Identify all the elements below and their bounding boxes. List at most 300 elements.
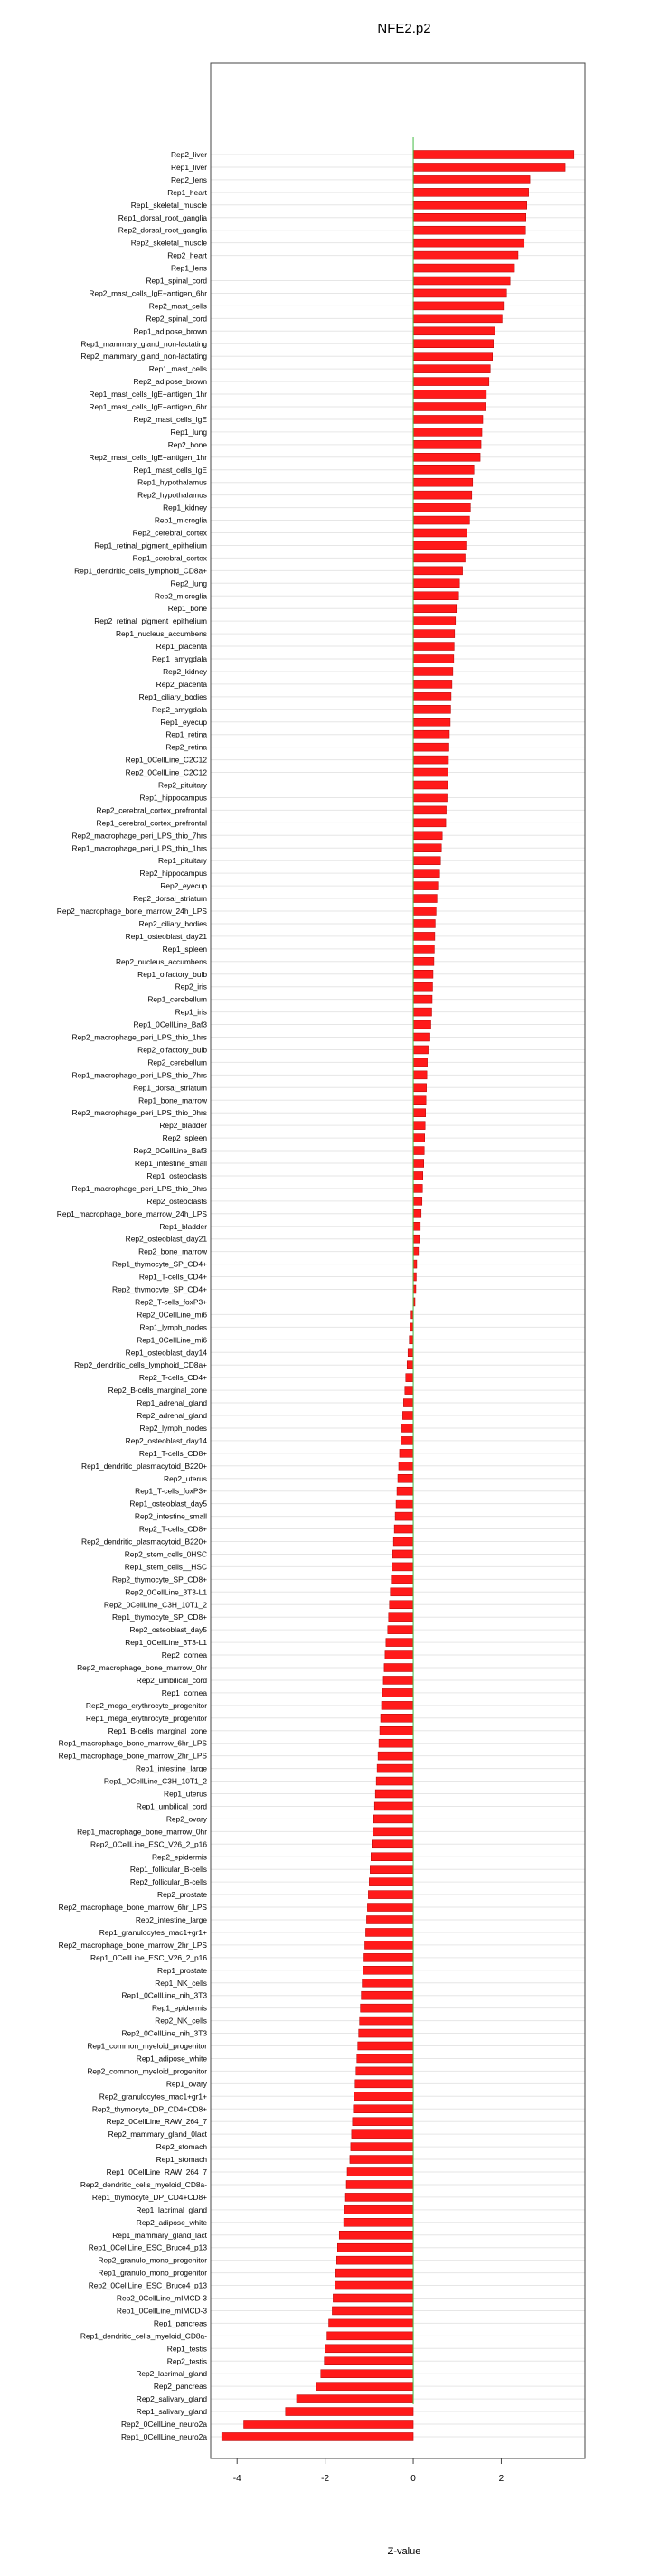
category-label: Rep2_thymocyte_SP_CD4+	[112, 1284, 207, 1294]
category-label: Rep2_macrophage_bone_marrow_0hr	[77, 1663, 207, 1672]
bar	[406, 1374, 413, 1382]
category-labels	[57, 150, 208, 2441]
category-label: Rep2_bladder	[159, 1121, 207, 1131]
category-label: Rep2_pituitary	[157, 780, 207, 790]
bar	[329, 2319, 414, 2327]
bar	[373, 1815, 413, 1823]
bar	[413, 226, 525, 234]
bar	[413, 453, 480, 461]
bar	[413, 1122, 425, 1130]
category-label: Rep2_amygdala	[152, 704, 207, 714]
category-label: Rep1_intestine_small	[134, 1159, 207, 1168]
category-label: Rep1_skeletal_muscle	[130, 200, 207, 210]
category-label: Rep1_amygdala	[152, 654, 207, 663]
category-label: Rep1_dendritic_plasmacytoid_B220+	[81, 1461, 207, 1471]
category-label: Rep2_0CellLine_C2C12	[125, 767, 207, 777]
category-label: Rep1_thymocyte_SP_CD8+	[112, 1612, 207, 1622]
bar	[401, 1424, 413, 1432]
bar	[413, 945, 434, 953]
bar	[375, 1790, 413, 1798]
bar	[397, 1487, 413, 1495]
x-tick-label: -2	[321, 2474, 330, 2484]
category-label: Rep1_macrophage_peri_LPS_thio_7hrs	[71, 1070, 207, 1080]
bar	[413, 340, 494, 348]
category-label: Rep1_cerebral_cortex_prefrontal	[96, 818, 207, 828]
category-label: Rep1_lung	[170, 427, 207, 437]
bar	[408, 1349, 413, 1357]
category-label: Rep1_lacrimal_gland	[136, 2205, 207, 2214]
category-label: Rep1_0CellLine_ESC_Bruce4_p13	[88, 2242, 207, 2252]
category-label: Rep2_mammary_gland_0lact	[108, 2129, 207, 2139]
category-label: Rep1_macrophage_peri_LPS_thio_1hrs	[71, 843, 207, 853]
category-label: Rep1_NK_cells	[155, 1978, 207, 1988]
bar	[413, 302, 504, 310]
category-label: Rep1_cerebral_cortex	[132, 553, 207, 563]
category-label: Rep1_salivary_gland	[136, 2407, 207, 2417]
bar	[413, 264, 514, 272]
category-label: Rep2_0CellLine_C3H_10T1_2	[103, 1600, 207, 1610]
category-label: Rep2_adipose_brown	[133, 377, 207, 387]
category-label: Rep2_adrenal_gland	[137, 1411, 207, 1420]
bar	[413, 1171, 423, 1180]
category-label: Rep2_NK_cells	[155, 2016, 207, 2026]
category-label: Rep1_prostate	[157, 1965, 207, 1975]
category-label: Rep2_cerebral_cortex	[132, 528, 207, 538]
bar	[413, 844, 441, 852]
category-label: Rep2_eyecup	[160, 881, 207, 891]
bar	[413, 567, 463, 575]
category-label: Rep1_lens	[170, 263, 207, 273]
category-label: Rep2_ovary	[165, 1814, 207, 1824]
bar	[391, 1588, 413, 1596]
bar	[413, 1273, 416, 1281]
category-label: Rep1_epidermis	[152, 2003, 207, 2013]
category-label: Rep1_bone_marrow	[138, 1095, 207, 1105]
x-axis-title: Z-value	[387, 2546, 421, 2557]
category-label: Rep2_dendritic_cells_lymphoid_CD8a+	[74, 1360, 207, 1370]
bar	[413, 1247, 419, 1255]
category-label: Rep1_granulo_mono_progenitor	[98, 2268, 207, 2278]
bar	[333, 2294, 413, 2302]
category-label: Rep1_mast_cells_IgE+antigen_6hr	[89, 402, 207, 411]
bar	[326, 2345, 413, 2353]
category-label: Rep2_thymocyte_DP_CD4+CD8+	[91, 2104, 207, 2114]
category-label: Rep1_mammary_gland_non-lactating	[80, 339, 207, 349]
category-label: Rep1_olfactory_bulb	[137, 969, 207, 979]
bar	[392, 1563, 413, 1571]
category-label: Rep2_thymocyte_SP_CD8+	[112, 1575, 207, 1584]
category-label: Rep1_osteoclasts	[146, 1170, 207, 1180]
category-label: Rep2_testis	[166, 2356, 207, 2366]
x-tick-label: 2	[498, 2474, 505, 2484]
category-label: Rep2_macrophage_peri_LPS_thio_0hrs	[71, 1108, 207, 1118]
bar	[394, 1525, 413, 1533]
bar	[413, 541, 466, 550]
category-label: Rep1_umbilical_cord	[136, 1801, 207, 1811]
bar	[393, 1537, 413, 1546]
bar	[382, 1701, 413, 1709]
category-label: Rep1_spleen	[162, 944, 207, 954]
category-label: Rep1_0CellLine_nih_3T3	[121, 1990, 207, 2000]
x-tick-label: -4	[232, 2474, 241, 2484]
bar	[413, 870, 439, 878]
category-label: Rep1_kidney	[163, 503, 207, 512]
bar	[413, 718, 450, 726]
bar	[413, 428, 482, 436]
bar	[413, 554, 465, 562]
bar	[395, 1512, 413, 1520]
category-label: Rep2_spinal_cord	[146, 314, 207, 324]
category-label: Rep2_liver	[170, 150, 207, 159]
bar	[354, 2092, 413, 2101]
bar	[413, 1071, 427, 1079]
bar	[389, 1613, 413, 1622]
bar	[413, 819, 446, 827]
bar	[413, 743, 448, 751]
category-label: Rep1_microglia	[154, 515, 207, 525]
category-label: Rep2_0CellLine_neuro2a	[121, 2420, 207, 2429]
category-label: Rep2_cornea	[161, 1650, 207, 1660]
x-axis-ticks	[233, 2458, 505, 2484]
bar	[413, 1008, 431, 1016]
bar	[413, 1046, 429, 1054]
category-label: Rep1_osteoblast_day14	[125, 1348, 207, 1358]
bar	[413, 995, 432, 1003]
bar	[413, 1197, 422, 1205]
category-label: Rep2_nucleus_accumbens	[115, 956, 207, 966]
category-label: Rep2_retinal_pigment_epithelium	[94, 616, 207, 626]
bar	[413, 188, 529, 196]
bar	[359, 2029, 413, 2037]
bar	[410, 1323, 413, 1331]
category-label: Rep2_B-cells_marginal_zone	[108, 1386, 207, 1396]
bar	[413, 213, 526, 221]
category-label: Rep2_0CellLine_Baf3	[133, 1146, 207, 1156]
bar	[335, 2269, 413, 2277]
category-label: Rep1_eyecup	[160, 717, 207, 727]
category-label: Rep2_T-cells_CD8+	[138, 1524, 207, 1534]
bar	[413, 251, 518, 259]
bar	[321, 2370, 413, 2378]
bar	[353, 2118, 413, 2126]
category-label: Rep2_heart	[167, 250, 207, 260]
bar	[402, 1412, 413, 1420]
bar	[413, 1096, 426, 1105]
category-label: Rep1_ciliary_bodies	[138, 691, 207, 701]
category-label: Rep1_cornea	[161, 1688, 207, 1697]
bar	[413, 832, 442, 840]
category-label: Rep1_T-cells_CD8+	[138, 1448, 207, 1458]
category-label: Rep1_hippocampus	[139, 793, 207, 803]
bar	[368, 1891, 413, 1899]
category-label: Rep1_adipose_brown	[133, 326, 207, 336]
bar	[357, 2054, 413, 2063]
category-label: Rep1_macrophage_bone_marrow_6hr_LPS	[58, 1738, 207, 1748]
category-label: Rep1_0CellLine_Baf3	[133, 1020, 207, 1029]
category-label: Rep2_0CellLine_RAW_264_7	[106, 2117, 207, 2127]
category-label: Rep1_macrophage_peri_LPS_thio_0hrs	[71, 1183, 207, 1193]
category-label: Rep1_intestine_large	[135, 1763, 207, 1773]
bar	[413, 643, 454, 651]
bar	[413, 1020, 430, 1029]
bar	[366, 1916, 413, 1924]
bar	[413, 390, 486, 399]
category-label: Rep2_macrophage_peri_LPS_thio_7hrs	[71, 831, 207, 841]
bar	[413, 1235, 420, 1243]
bar	[401, 1436, 413, 1444]
bar	[413, 882, 438, 890]
bar	[413, 730, 449, 738]
x-tick-label: 0	[410, 2474, 416, 2484]
category-label: Rep1_retinal_pigment_epithelium	[94, 541, 207, 550]
category-label: Rep2_bone_marrow	[138, 1246, 207, 1256]
category-label: Rep1_0CellLine_ESC_V26_2_p16	[90, 1952, 207, 1962]
category-label: Rep2_osteoblast_day14	[125, 1435, 207, 1445]
bar	[413, 175, 530, 183]
category-label: Rep2_lymph_nodes	[139, 1423, 207, 1433]
bar	[286, 2408, 413, 2416]
category-label: Rep1_granulocytes_mac1+gr1+	[99, 1927, 207, 1937]
bar	[413, 768, 448, 776]
category-label: Rep1_T-cells_foxP3+	[135, 1486, 207, 1496]
category-label: Rep1_iris	[175, 1007, 207, 1017]
category-label: Rep1_liver	[170, 162, 207, 172]
category-label: Rep1_0CellLine_mIMCD-3	[116, 2306, 207, 2316]
category-label: Rep2_olfactory_bulb	[137, 1045, 207, 1055]
category-label: Rep1_placenta	[156, 642, 207, 652]
bar	[400, 1449, 413, 1457]
category-label: Rep2_kidney	[163, 666, 207, 676]
category-label: Rep2_uterus	[164, 1473, 207, 1483]
category-label: Rep1_thymocyte_DP_CD4+CD8+	[91, 2192, 207, 2202]
bar	[362, 1991, 413, 1999]
category-label: Rep2_cerebral_cortex_prefrontal	[96, 805, 207, 815]
bar	[354, 2105, 413, 2113]
bar	[360, 2017, 413, 2025]
category-label: Rep1_0CellLine_3T3-L1	[125, 1638, 207, 1648]
category-label: Rep2_macrophage_bone_marrow_6hr_LPS	[58, 1903, 207, 1913]
bar	[373, 1828, 413, 1836]
category-label: Rep2_cerebellum	[147, 1058, 207, 1067]
category-label: Rep1_pancreas	[153, 2318, 207, 2328]
category-label: Rep2_hypothalamus	[137, 490, 207, 500]
bar	[413, 680, 452, 688]
category-label: Rep1_heart	[167, 187, 207, 197]
category-label: Rep2_stomach	[156, 2142, 207, 2152]
category-label: Rep2_macrophage_bone_marrow_24h_LPS	[56, 907, 207, 916]
category-label: Rep1_mast_cells	[148, 364, 207, 374]
category-label: Rep2_mast_cells	[148, 301, 207, 311]
bar	[413, 327, 495, 335]
bar	[352, 2130, 413, 2139]
bar	[413, 655, 454, 663]
bar	[413, 415, 483, 423]
category-label: Rep2_granulocytes_mac1+gr1+	[99, 2092, 207, 2101]
bar	[363, 1953, 413, 1961]
bar	[413, 705, 450, 713]
bar	[413, 794, 448, 802]
bar	[380, 1726, 413, 1735]
bar	[365, 1928, 413, 1936]
bar	[384, 1664, 413, 1672]
bar	[413, 1184, 422, 1192]
category-label: Rep2_T-cells_foxP3+	[135, 1297, 207, 1307]
bar	[339, 2231, 413, 2239]
category-label: Rep1_0CellLine_C3H_10T1_2	[103, 1776, 207, 1786]
chart-title: NFE2.p2	[377, 21, 431, 36]
bar	[413, 1147, 424, 1155]
category-label: Rep2_0CellLine_ESC_V26_2_p16	[90, 1839, 207, 1849]
category-label: Rep1_nucleus_accumbens	[115, 629, 207, 639]
bar	[405, 1387, 413, 1395]
bar	[244, 2421, 414, 2429]
bar	[364, 1941, 413, 1949]
category-label: Rep2_placenta	[156, 679, 207, 689]
category-label: Rep1_0CellLine_C2C12	[125, 755, 207, 765]
bar	[222, 2432, 413, 2440]
bar	[390, 1601, 413, 1609]
bar	[356, 2067, 413, 2075]
category-label: Rep1_dendritic_cells_myeloid_CD8a-	[80, 2331, 207, 2341]
category-label: Rep2_lens	[170, 174, 207, 184]
bar	[332, 2307, 413, 2315]
category-label: Rep2_granulo_mono_progenitor	[98, 2255, 207, 2265]
bar	[413, 1222, 420, 1230]
category-label: Rep1_bone	[167, 604, 207, 614]
category-label: Rep2_retina	[165, 742, 207, 752]
category-label: Rep1_mast_cells_IgE+antigen_1hr	[89, 390, 207, 400]
bar	[355, 2080, 413, 2088]
bar	[372, 1840, 413, 1848]
category-label: Rep2_umbilical_cord	[136, 1675, 207, 1685]
category-label: Rep2_intestine_large	[135, 1915, 207, 1924]
bar	[399, 1462, 413, 1470]
bar	[363, 1966, 414, 1974]
bar	[377, 1764, 413, 1772]
bar	[413, 403, 486, 411]
category-label: Rep1_macrophage_bone_marrow_24h_LPS	[56, 1208, 207, 1218]
category-label: Rep2_mast_cells_IgE+antigen_6hr	[89, 288, 207, 298]
category-label: Rep2_dorsal_root_ganglia	[118, 225, 207, 235]
category-label: Rep2_mammary_gland_non-lactating	[80, 352, 207, 362]
bar	[376, 1777, 413, 1785]
bar	[413, 692, 451, 700]
category-label: Rep1_macrophage_bone_marrow_0hr	[77, 1827, 207, 1837]
category-label: Rep1_dendritic_cells_lymphoid_CD8a+	[74, 566, 207, 576]
category-label: Rep2_bone	[167, 439, 207, 449]
category-label: Rep2_mast_cells_IgE	[133, 414, 207, 424]
bar	[413, 919, 435, 927]
bar	[327, 2332, 413, 2340]
bar	[410, 1336, 413, 1344]
bar	[413, 1058, 428, 1067]
bar	[413, 516, 469, 524]
bar	[413, 592, 458, 600]
bar	[392, 1550, 413, 1558]
category-label: Rep2_T-cells_CD4+	[138, 1373, 207, 1383]
bar	[345, 2193, 413, 2201]
bar	[413, 465, 474, 474]
bar	[358, 2042, 413, 2050]
category-label: Rep1_mast_cells_IgE	[133, 465, 207, 475]
bar	[413, 781, 448, 789]
category-label: Rep1_testis	[166, 2344, 207, 2354]
category-label: Rep2_follicular_B-cells	[129, 1877, 207, 1887]
category-label: Rep1_adrenal_gland	[137, 1398, 207, 1408]
category-label: Rep2_0CellLine_mi6	[137, 1310, 207, 1320]
category-label: Rep2_stem_cells_0HSC	[124, 1549, 207, 1559]
category-label: Rep2_macrophage_bone_marrow_2hr_LPS	[58, 1940, 207, 1950]
category-label: Rep1_dorsal_root_ganglia	[118, 212, 207, 222]
bar	[413, 163, 565, 171]
category-label: Rep2_0CellLine_ESC_Bruce4_p13	[88, 2280, 207, 2290]
category-label: Rep2_adipose_white	[136, 2217, 207, 2227]
bar	[413, 365, 490, 373]
category-label: Rep1_mega_erythrocyte_progenitor	[85, 1713, 207, 1723]
category-label: Rep2_prostate	[157, 1890, 207, 1900]
bar	[347, 2168, 413, 2176]
bar	[413, 756, 448, 764]
bar	[413, 491, 472, 499]
category-label: Rep1_0CellLine_mi6	[137, 1335, 207, 1345]
bar	[413, 478, 473, 486]
category-label: Rep2_pancreas	[153, 2382, 207, 2392]
bar	[413, 605, 457, 613]
bar	[413, 1109, 426, 1117]
category-label: Rep1_0CellLine_RAW_264_7	[106, 2167, 207, 2176]
bar	[413, 201, 527, 209]
category-label: Rep1_common_myeloid_progenitor	[87, 2041, 207, 2051]
category-label: Rep1_osteoblast_day21	[125, 931, 207, 941]
bar	[316, 2383, 413, 2391]
category-label: Rep1_hypothalamus	[137, 477, 207, 487]
category-label: Rep1_pituitary	[157, 856, 207, 866]
bar	[336, 2256, 413, 2264]
bar	[351, 2143, 413, 2151]
category-label: Rep2_osteoblast_day21	[125, 1234, 207, 1244]
category-label: Rep1_uterus	[164, 1789, 207, 1799]
bar	[407, 1361, 413, 1369]
bar	[413, 289, 506, 297]
category-label: Rep2_lung	[170, 578, 207, 588]
bar	[413, 1084, 427, 1092]
category-label: Rep2_0CellLine_3T3-L1	[125, 1587, 207, 1597]
bar	[297, 2395, 413, 2403]
bar	[413, 579, 459, 588]
bar	[398, 1474, 413, 1482]
bar	[350, 2156, 413, 2164]
bar	[413, 857, 440, 865]
category-label: Rep1_lymph_nodes	[139, 1322, 207, 1332]
bar	[413, 440, 481, 448]
category-label: Rep2_ciliary_bodies	[138, 918, 207, 928]
bar	[344, 2218, 413, 2226]
category-label: Rep2_intestine_small	[134, 1511, 207, 1521]
category-label: Rep1_T-cells_CD4+	[138, 1272, 207, 1282]
bar	[392, 1575, 413, 1584]
bar	[413, 1033, 430, 1041]
category-label: Rep1_osteoblast_day5	[129, 1499, 207, 1509]
bar	[344, 2205, 413, 2214]
bar	[413, 932, 435, 940]
bar	[363, 1979, 413, 1987]
bar	[386, 1639, 413, 1647]
category-label: Rep2_hippocampus	[139, 869, 207, 879]
bar	[413, 1209, 421, 1217]
bar	[413, 617, 456, 625]
bar	[413, 151, 574, 159]
category-label: Rep1_B-cells_marginal_zone	[108, 1725, 207, 1735]
